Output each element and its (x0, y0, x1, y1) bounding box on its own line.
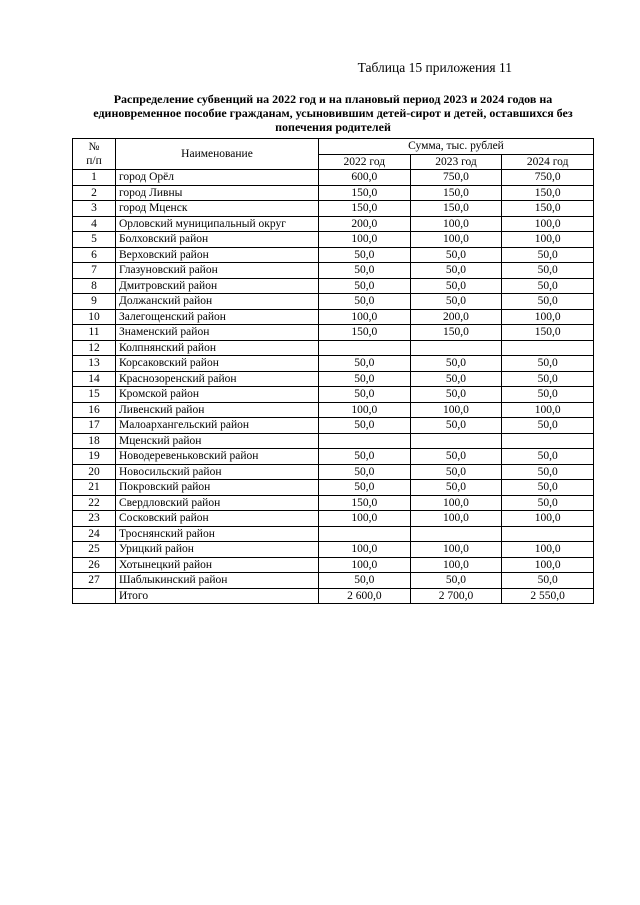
value-2024-cell: 50,0 (502, 449, 594, 465)
value-2023-cell (410, 340, 502, 356)
row-number-cell: 15 (73, 387, 116, 403)
value-2024-cell: 50,0 (502, 418, 594, 434)
row-number-cell: 12 (73, 340, 116, 356)
value-2022-cell: 150,0 (319, 201, 411, 217)
col-year-2024: 2024 год (502, 154, 594, 170)
title-line: попечения родителей (275, 120, 391, 134)
value-2023-cell: 50,0 (410, 480, 502, 496)
value-2022-cell: 50,0 (319, 480, 411, 496)
row-name-cell: Орловский муниципальный округ (116, 216, 319, 232)
row-number-cell (73, 588, 116, 604)
header-row (73, 139, 594, 155)
row-name-cell: Новосильский район (116, 464, 319, 480)
value-2022-cell: 50,0 (319, 371, 411, 387)
row-name-cell: Корсаковский район (116, 356, 319, 372)
table-row (73, 449, 594, 465)
table-row (73, 402, 594, 418)
value-2022-cell: 150,0 (319, 495, 411, 511)
value-2022-cell: 600,0 (319, 170, 411, 186)
table-row (73, 433, 594, 449)
value-2022-cell: 50,0 (319, 464, 411, 480)
value-2022-cell: 50,0 (319, 449, 411, 465)
table-row (73, 247, 594, 263)
table-row (73, 278, 594, 294)
value-2023-cell: 100,0 (410, 557, 502, 573)
value-2024-cell: 100,0 (502, 542, 594, 558)
value-2023-cell: 2 700,0 (410, 588, 502, 604)
value-2022-cell (319, 340, 411, 356)
value-2022-cell: 200,0 (319, 216, 411, 232)
table-row (73, 356, 594, 372)
table-row (73, 309, 594, 325)
row-name-cell: Новодеревеньковский район (116, 449, 319, 465)
row-name-cell: Мценский район (116, 433, 319, 449)
col-year-2022: 2022 год (319, 154, 411, 170)
row-number-cell: 26 (73, 557, 116, 573)
value-2024-cell (502, 526, 594, 542)
row-name-cell: Свердловский район (116, 495, 319, 511)
table-row (73, 464, 594, 480)
value-2023-cell: 50,0 (410, 278, 502, 294)
value-2022-cell: 100,0 (319, 232, 411, 248)
value-2022-cell: 50,0 (319, 247, 411, 263)
row-name-cell: Глазуновский район (116, 263, 319, 279)
value-2023-cell: 100,0 (410, 542, 502, 558)
row-name-cell: Шаблыкинский район (116, 573, 319, 589)
row-number-cell: 22 (73, 495, 116, 511)
value-2022-cell: 2 600,0 (319, 588, 411, 604)
col-number-header (73, 139, 116, 170)
table-row (73, 340, 594, 356)
row-name-cell: Троснянский район (116, 526, 319, 542)
row-name-cell: Краснозоренский район (116, 371, 319, 387)
row-name-cell: Верховский район (116, 247, 319, 263)
row-number-cell: 18 (73, 433, 116, 449)
table-row (73, 294, 594, 310)
value-2024-cell: 2 550,0 (502, 588, 594, 604)
value-2024-cell: 100,0 (502, 216, 594, 232)
value-2022-cell: 100,0 (319, 542, 411, 558)
value-2023-cell: 50,0 (410, 573, 502, 589)
subvention-table (72, 138, 594, 604)
value-2024-cell: 50,0 (502, 371, 594, 387)
row-number-cell: 10 (73, 309, 116, 325)
value-2024-cell: 100,0 (502, 309, 594, 325)
row-number-cell: 21 (73, 480, 116, 496)
table-row (73, 418, 594, 434)
table-row (73, 526, 594, 542)
value-2022-cell: 150,0 (319, 325, 411, 341)
row-name-cell: Сосковский район (116, 511, 319, 527)
row-name-cell: город Мценск (116, 201, 319, 217)
value-2024-cell (502, 340, 594, 356)
row-number-cell: 13 (73, 356, 116, 372)
value-2023-cell: 50,0 (410, 371, 502, 387)
value-2023-cell: 50,0 (410, 356, 502, 372)
value-2022-cell: 50,0 (319, 418, 411, 434)
row-name-cell: Малоархангельский район (116, 418, 319, 434)
row-number-cell: 25 (73, 542, 116, 558)
value-2023-cell (410, 526, 502, 542)
value-2024-cell: 50,0 (502, 278, 594, 294)
value-2022-cell: 50,0 (319, 356, 411, 372)
value-2024-cell: 100,0 (502, 557, 594, 573)
value-2022-cell: 150,0 (319, 185, 411, 201)
value-2022-cell (319, 433, 411, 449)
table-row (73, 263, 594, 279)
row-number-cell: 2 (73, 185, 116, 201)
col-name-header: Наименование (116, 139, 319, 170)
value-2023-cell: 750,0 (410, 170, 502, 186)
value-2023-cell: 200,0 (410, 309, 502, 325)
value-2023-cell: 100,0 (410, 232, 502, 248)
row-name-cell: город Орёл (116, 170, 319, 186)
row-name-cell: Хотынецкий район (116, 557, 319, 573)
value-2024-cell: 100,0 (502, 232, 594, 248)
col-number-line1: № (88, 141, 100, 153)
value-2024-cell: 150,0 (502, 325, 594, 341)
value-2024-cell: 50,0 (502, 573, 594, 589)
value-2022-cell: 50,0 (319, 278, 411, 294)
value-2023-cell: 150,0 (410, 185, 502, 201)
value-2023-cell (410, 433, 502, 449)
value-2024-cell: 50,0 (502, 480, 594, 496)
row-name-cell: Знаменский район (116, 325, 319, 341)
value-2023-cell: 100,0 (410, 511, 502, 527)
row-name-cell: Должанский район (116, 294, 319, 310)
row-number-cell: 14 (73, 371, 116, 387)
value-2024-cell: 50,0 (502, 294, 594, 310)
value-2023-cell: 50,0 (410, 449, 502, 465)
value-2022-cell: 50,0 (319, 387, 411, 403)
value-2023-cell: 50,0 (410, 387, 502, 403)
row-number-cell: 1 (73, 170, 116, 186)
value-2024-cell: 50,0 (502, 387, 594, 403)
table-row (73, 511, 594, 527)
value-2022-cell: 100,0 (319, 511, 411, 527)
table-row (73, 325, 594, 341)
value-2023-cell: 150,0 (410, 325, 502, 341)
row-name-cell: Урицкий район (116, 542, 319, 558)
table-row (73, 495, 594, 511)
row-name-cell: Колпнянский район (116, 340, 319, 356)
table-row (73, 371, 594, 387)
value-2023-cell: 50,0 (410, 418, 502, 434)
row-number-cell: 5 (73, 232, 116, 248)
row-number-cell: 4 (73, 216, 116, 232)
value-2024-cell: 50,0 (502, 356, 594, 372)
col-number-line2: п/п (86, 155, 102, 167)
value-2022-cell (319, 526, 411, 542)
row-number-cell: 20 (73, 464, 116, 480)
value-2024-cell: 50,0 (502, 263, 594, 279)
row-name-cell: Ливенский район (116, 402, 319, 418)
value-2023-cell: 100,0 (410, 402, 502, 418)
value-2024-cell (502, 433, 594, 449)
table-row (73, 170, 594, 186)
table-row (73, 185, 594, 201)
value-2024-cell: 50,0 (502, 495, 594, 511)
value-2024-cell: 750,0 (502, 170, 594, 186)
table-row (73, 216, 594, 232)
value-2024-cell: 100,0 (502, 402, 594, 418)
value-2023-cell: 50,0 (410, 294, 502, 310)
value-2022-cell: 50,0 (319, 573, 411, 589)
value-2024-cell: 150,0 (502, 185, 594, 201)
title-line: Распределение субвенций на 2022 год и на плановый период 2023 и 2024 годов на (113, 92, 553, 106)
value-2024-cell: 50,0 (502, 464, 594, 480)
row-number-cell: 24 (73, 526, 116, 542)
row-name-cell: Болховский район (116, 232, 319, 248)
value-2023-cell: 150,0 (410, 201, 502, 217)
value-2022-cell: 100,0 (319, 402, 411, 418)
value-2023-cell: 100,0 (410, 495, 502, 511)
table-reference: Таблица 15 приложения 11 (357, 60, 512, 75)
row-number-cell: 7 (73, 263, 116, 279)
value-2023-cell: 50,0 (410, 464, 502, 480)
value-2022-cell: 100,0 (319, 557, 411, 573)
value-2024-cell: 50,0 (502, 247, 594, 263)
col-group-header: Сумма, тыс. рублей (319, 139, 594, 155)
row-number-cell: 16 (73, 402, 116, 418)
row-number-cell: 19 (73, 449, 116, 465)
row-number-cell: 6 (73, 247, 116, 263)
row-number-cell: 11 (73, 325, 116, 341)
table-row (73, 573, 594, 589)
col-year-2023: 2023 год (410, 154, 502, 170)
row-number-cell: 9 (73, 294, 116, 310)
value-2022-cell: 50,0 (319, 263, 411, 279)
value-2023-cell: 100,0 (410, 216, 502, 232)
row-name-cell: город Ливны (116, 185, 319, 201)
title-line: единовременное пособие гражданам, усыновившим детей-сирот и детей, оставшихся без (93, 106, 573, 120)
table-row (73, 201, 594, 217)
row-number-cell: 3 (73, 201, 116, 217)
table-row (73, 557, 594, 573)
value-2022-cell: 50,0 (319, 294, 411, 310)
row-name-cell: Итого (116, 588, 319, 604)
row-number-cell: 8 (73, 278, 116, 294)
row-name-cell: Покровский район (116, 480, 319, 496)
value-2024-cell: 150,0 (502, 201, 594, 217)
row-name-cell: Кромской район (116, 387, 319, 403)
value-2023-cell: 50,0 (410, 263, 502, 279)
total-row (73, 588, 594, 604)
table-row (73, 542, 594, 558)
row-name-cell: Дмитровский район (116, 278, 319, 294)
table-row (73, 480, 594, 496)
row-number-cell: 17 (73, 418, 116, 434)
row-name-cell: Залегощенский район (116, 309, 319, 325)
table-row (73, 232, 594, 248)
row-number-cell: 27 (73, 573, 116, 589)
value-2024-cell: 100,0 (502, 511, 594, 527)
row-number-cell: 23 (73, 511, 116, 527)
value-2022-cell: 100,0 (319, 309, 411, 325)
value-2023-cell: 50,0 (410, 247, 502, 263)
table-row (73, 387, 594, 403)
document-title (72, 92, 594, 134)
